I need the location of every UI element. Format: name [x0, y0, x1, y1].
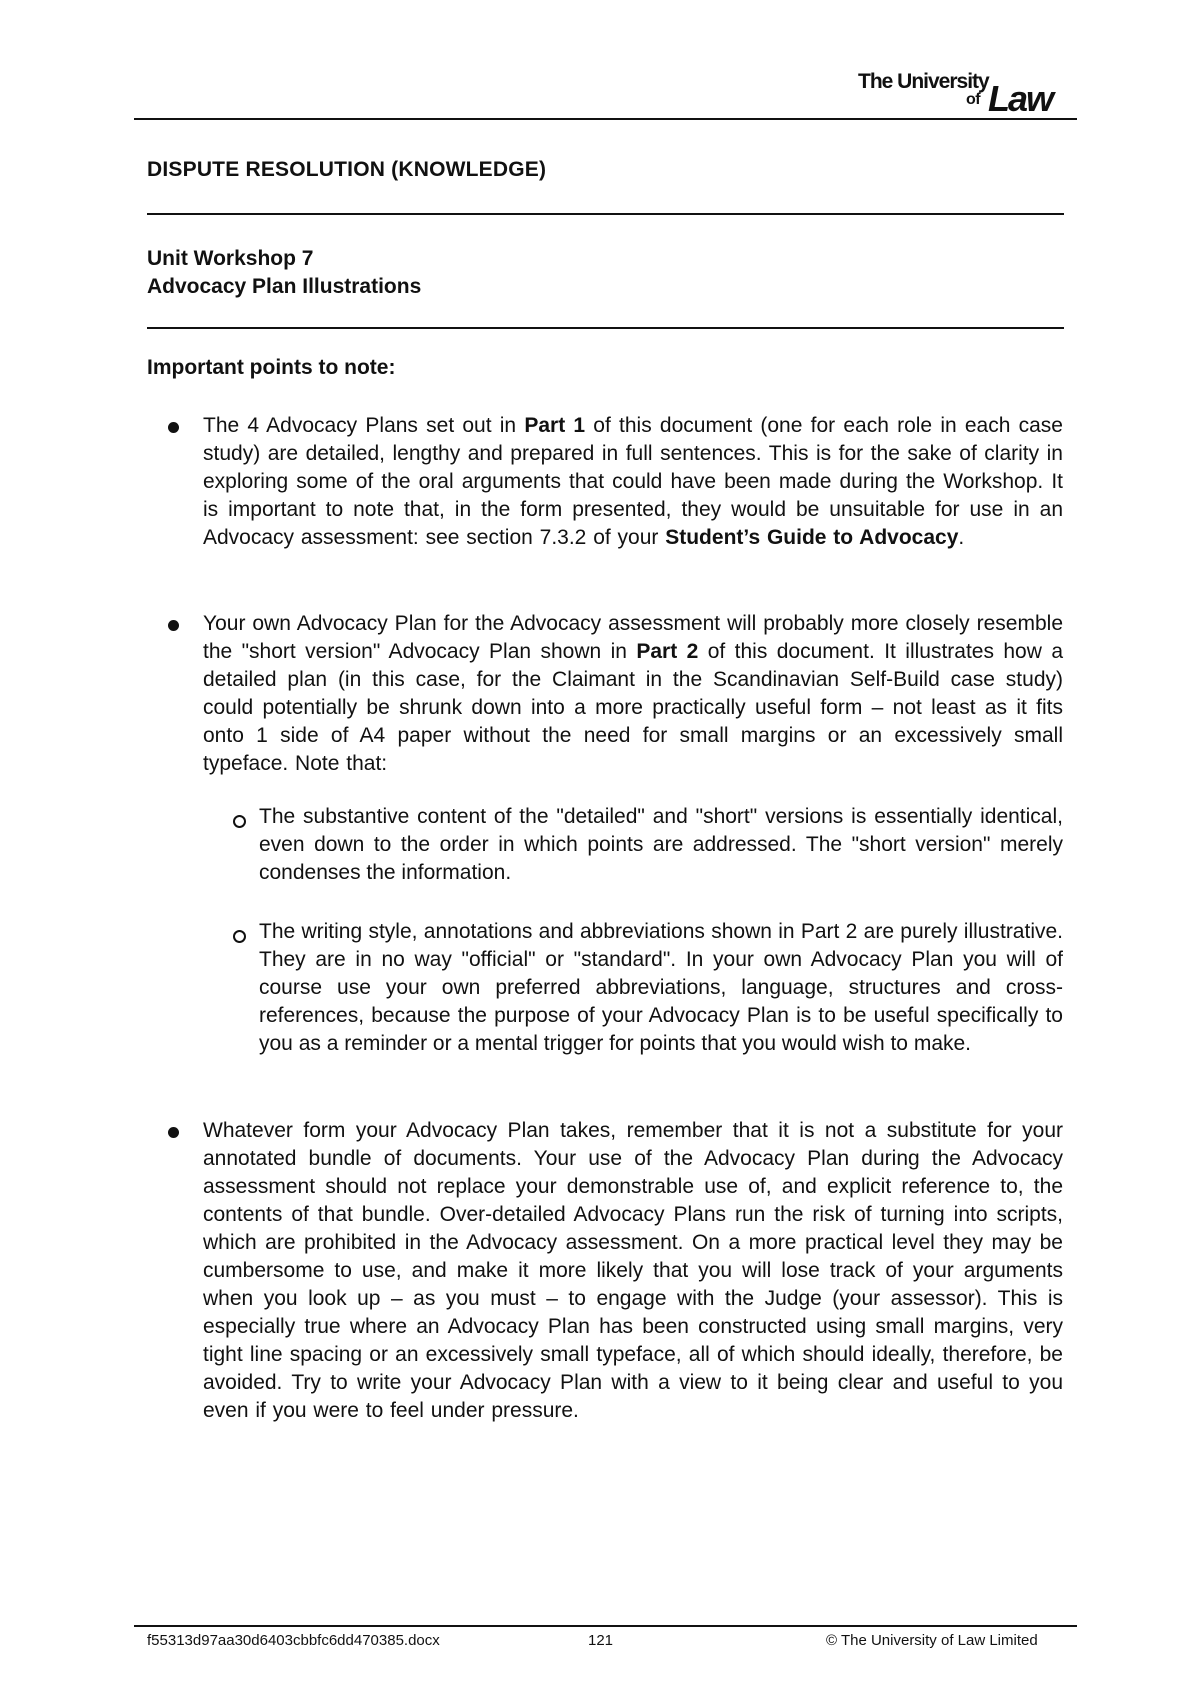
logo-text-law: Law — [988, 78, 1053, 119]
text-run: Your own Advocacy Plan for the Advocacy assessment will probably more closely resemble the "short version" Advocacy Plan shown in — [203, 612, 1063, 663]
header-divider — [134, 118, 1077, 120]
sub-bullet-ring — [233, 930, 246, 943]
unit-heading-block — [147, 245, 421, 301]
text-run: . — [958, 526, 965, 549]
bullet-dot — [168, 620, 179, 631]
text-run: of this document. It illustrates how a detailed plan (in this case, for the Claimant in the Scandinavian Self-Build case study) could potentially be shrunk down into a more practically useful form – not least as it fits onto 1 side of A4 paper without the need for small margins or an excessively small typeface. Note that: — [203, 640, 1063, 775]
text-run: The 4 Advocacy Plans set out in — [203, 414, 525, 437]
footer-copyright: © The University of Law Limited — [826, 1632, 1038, 1649]
footer-filename: f55313d97aa30d6403cbbfc6dd470385.docx — [147, 1632, 440, 1649]
university-logo — [858, 70, 1068, 119]
sub-point-2: The writing style, annotations and abbreviations shown in Part 2 are purely illustrative. They are in no way "official" or "standard". In your own Advocacy Plan you will of course use your own preferred abbreviations, language, structures and cross-references, because the purpose of your Advocacy Plan is to be useful specifically to you as a reminder or a mental trigger for points that you would wish to make. — [259, 920, 1063, 1055]
bullet-paragraph-1 — [203, 412, 1063, 552]
logo-text-university: The University — [858, 70, 989, 93]
course-title: DISPUTE RESOLUTION (KNOWLEDGE) — [147, 158, 547, 181]
title-divider — [147, 213, 1064, 215]
bold-reference: Part 1 — [524, 414, 586, 437]
bullet-paragraph-2 — [203, 610, 1063, 778]
sub-point-1: The substantive content of the "detailed" and "short" versions is essentially identical, even down to the order in which points are addressed. The "short version" merely condenses the information. — [259, 805, 1063, 884]
text-run: of this document (one for each role in each case study) are detailed, lengthy and prepared in full sentences. This is for the sake of clarity in exploring some of the oral arguments that could have been made during the Workshop. It is important to note that, in the form presented, they would be unsuitable for use in an Advocacy assessment: see section 7.3.2 of your — [203, 414, 1063, 549]
document-subtitle: Advocacy Plan Illustrations — [147, 275, 422, 298]
important-heading: Important points to note: — [147, 356, 396, 379]
bold-reference: Part 2 — [636, 640, 699, 663]
bullet-paragraph-3: Whatever form your Advocacy Plan takes, remember that it is not a substitute for your annotated bundle of documents. Your use of the Advocacy Plan during the Advocacy assessment should not replace your demonstrable use of, and explicit reference to, the contents of that bundle. Over-detailed Advocacy Plans run the risk of turning into scripts, which are prohibited in the Advocacy assessment. On a more practical level they may be cumbersome to use, and make it more likely that you will lose track of your arguments when you look up – as you must – to engage with the Judge (your assessor). This is especially true where an Advocacy Plan has been constructed using small margins, very tight line spacing or an excessively small typeface, all of which should ideally, therefore, be avoided. Try to write your Advocacy Plan with a view to it being clear and useful to you even if you were to feel under pressure. — [203, 1119, 1063, 1422]
subtitle-divider — [147, 327, 1064, 329]
bullet-dot — [168, 422, 179, 433]
footer-page-number: 121 — [588, 1632, 614, 1649]
unit-title: Unit Workshop 7 — [147, 247, 314, 270]
bullet-dot — [168, 1127, 179, 1138]
logo-text-of: of — [966, 91, 981, 108]
sub-bullet-ring — [233, 815, 246, 828]
footer-divider — [134, 1625, 1077, 1627]
bold-reference: Student’s Guide to Advocacy — [665, 526, 959, 549]
